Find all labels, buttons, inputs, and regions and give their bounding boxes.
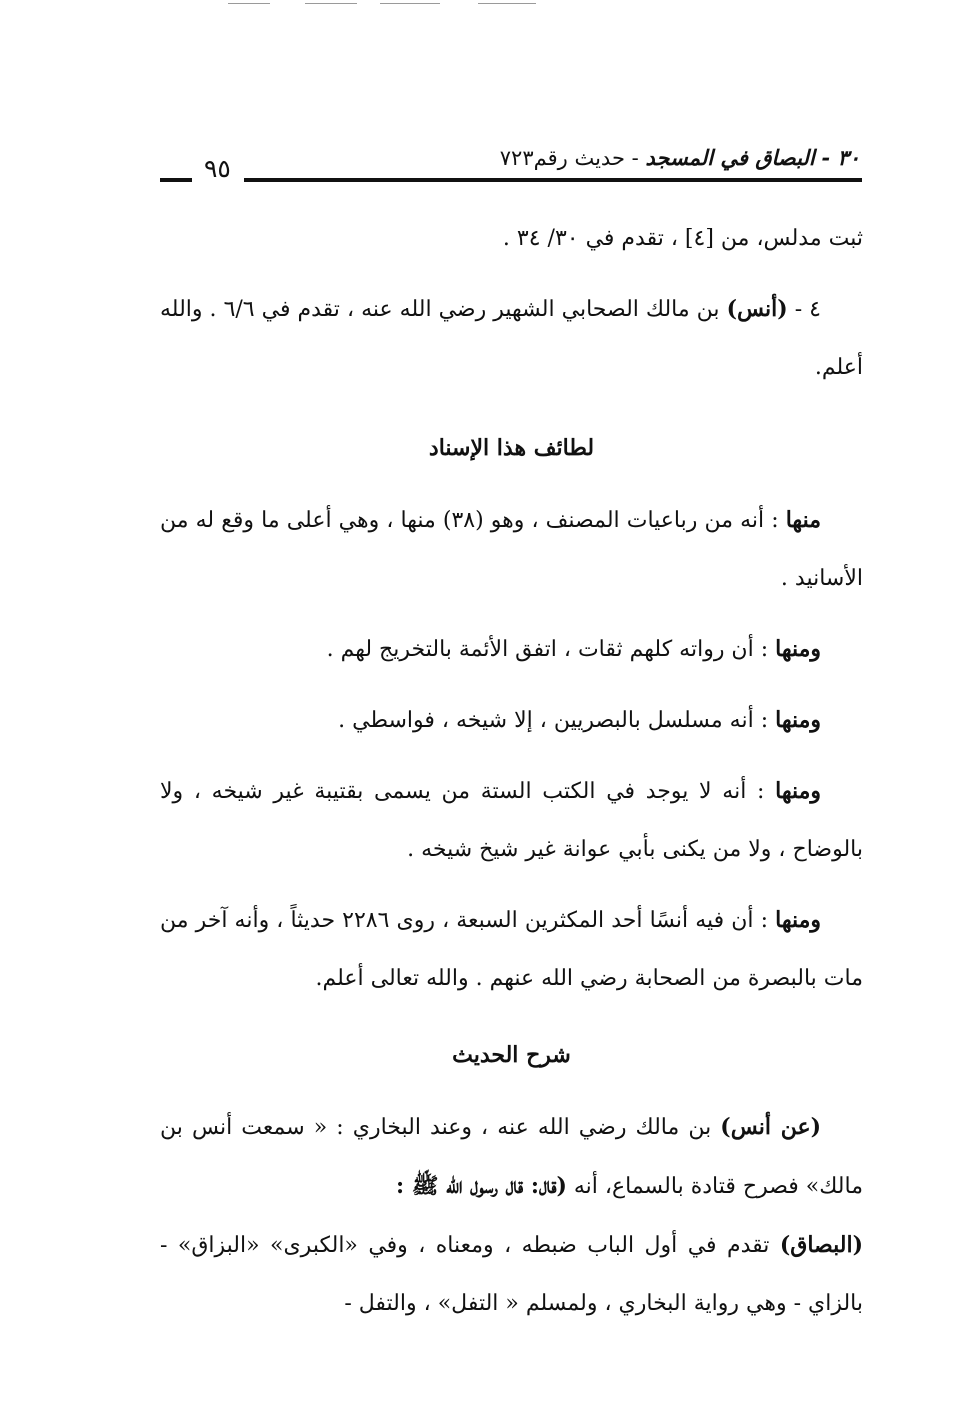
item-text: : أن رواته كلهم ثقات ، اتفق الأئمة بالتخريج لهم .: [326, 637, 776, 662]
item-label: ومنها: [775, 636, 821, 662]
paragraph-text: بن مالك الصحابي الشهير رضي الله عنه ، تقدم في ٦/٦ . والله أعلم.: [160, 297, 863, 380]
header-rule: [244, 178, 862, 182]
paragraph-number: ٤ -: [787, 297, 821, 322]
paragraph: [160, 1098, 863, 1333]
item-text: : أنه لا يوجد في الكتب الستة من يسمى بقتيبة غير شيخه ، ولا بالوضاح ، ولا من يكنى بأبي عوانة غير شيخ شيخه .: [160, 779, 863, 862]
section-heading: لطائف هذا الإسناد: [428, 435, 595, 461]
item-text: : أن فيه أنسًا أحد المكثرين السبعة ، روى ٢٢٨٦ حديثاً ، وأنه آخر من مات بالبصرة من الصحابة رضي الله عنهم . والله تعالى أعلم.: [160, 908, 863, 991]
term: (البصاق): [779, 1232, 863, 1258]
item-label: ومنها: [775, 778, 821, 804]
item-text: : أنه من رباعيات المصنف ، وهو (٣٨) منها ، وهي أعلى ما وقع له من الأسانيد .: [160, 508, 863, 591]
chapter-number: ٣٠ -: [821, 145, 860, 170]
scan-mark: [478, 3, 536, 4]
scan-mark: [228, 3, 270, 4]
item-text: : أنه مسلسل بالبصريين ، إلا شيخه ، فواسطي .: [338, 708, 776, 733]
quoted-statement: (قال: قال رسول الله ﷺ :: [396, 1173, 567, 1199]
item-label: ومنها: [775, 707, 821, 733]
section-heading: شرح الحديث: [452, 1042, 571, 1068]
paragraph-text: بن مالك رضي الله عنه ، وعند البخاري : « سمعت أنس بن مالك» فصرح قتادة بالسماع، أنه: [160, 1115, 863, 1199]
running-title: [500, 145, 860, 170]
page-header: [0, 140, 975, 190]
list-item: [160, 691, 863, 750]
item-label: منها: [785, 507, 821, 533]
scan-mark: [380, 3, 440, 4]
page-number: ٩٥: [204, 154, 231, 183]
item-label: ومنها: [775, 907, 821, 933]
page-number-rule: [160, 178, 192, 182]
paragraph: [160, 280, 863, 397]
paragraph-text: تقدم في أول الباب ضبطه ، ومعناه ، وفي «الكبرى» «البزاق» - بالزاي - وهي رواية البخاري ، ولمسلم « التفل» ، والتفل -: [160, 1233, 863, 1316]
narrator-name: (أنس): [726, 296, 788, 322]
list-item: [160, 620, 863, 679]
scan-marks: [0, 0, 975, 10]
list-item: [160, 762, 863, 879]
quoted-narrator: (عن أنس): [720, 1114, 821, 1140]
list-item: [160, 491, 863, 608]
page-body: [160, 210, 863, 1333]
list-item: [160, 891, 863, 1008]
chapter-title: البصاق في المسجد: [645, 145, 815, 170]
scan-mark: [305, 3, 357, 4]
hadith-reference: - حديث رقم٧٢٣: [499, 146, 639, 170]
paragraph: ثبت مدلس، من [٤] ، تقدم في ٣٠/ ٣٤ .: [502, 226, 863, 251]
